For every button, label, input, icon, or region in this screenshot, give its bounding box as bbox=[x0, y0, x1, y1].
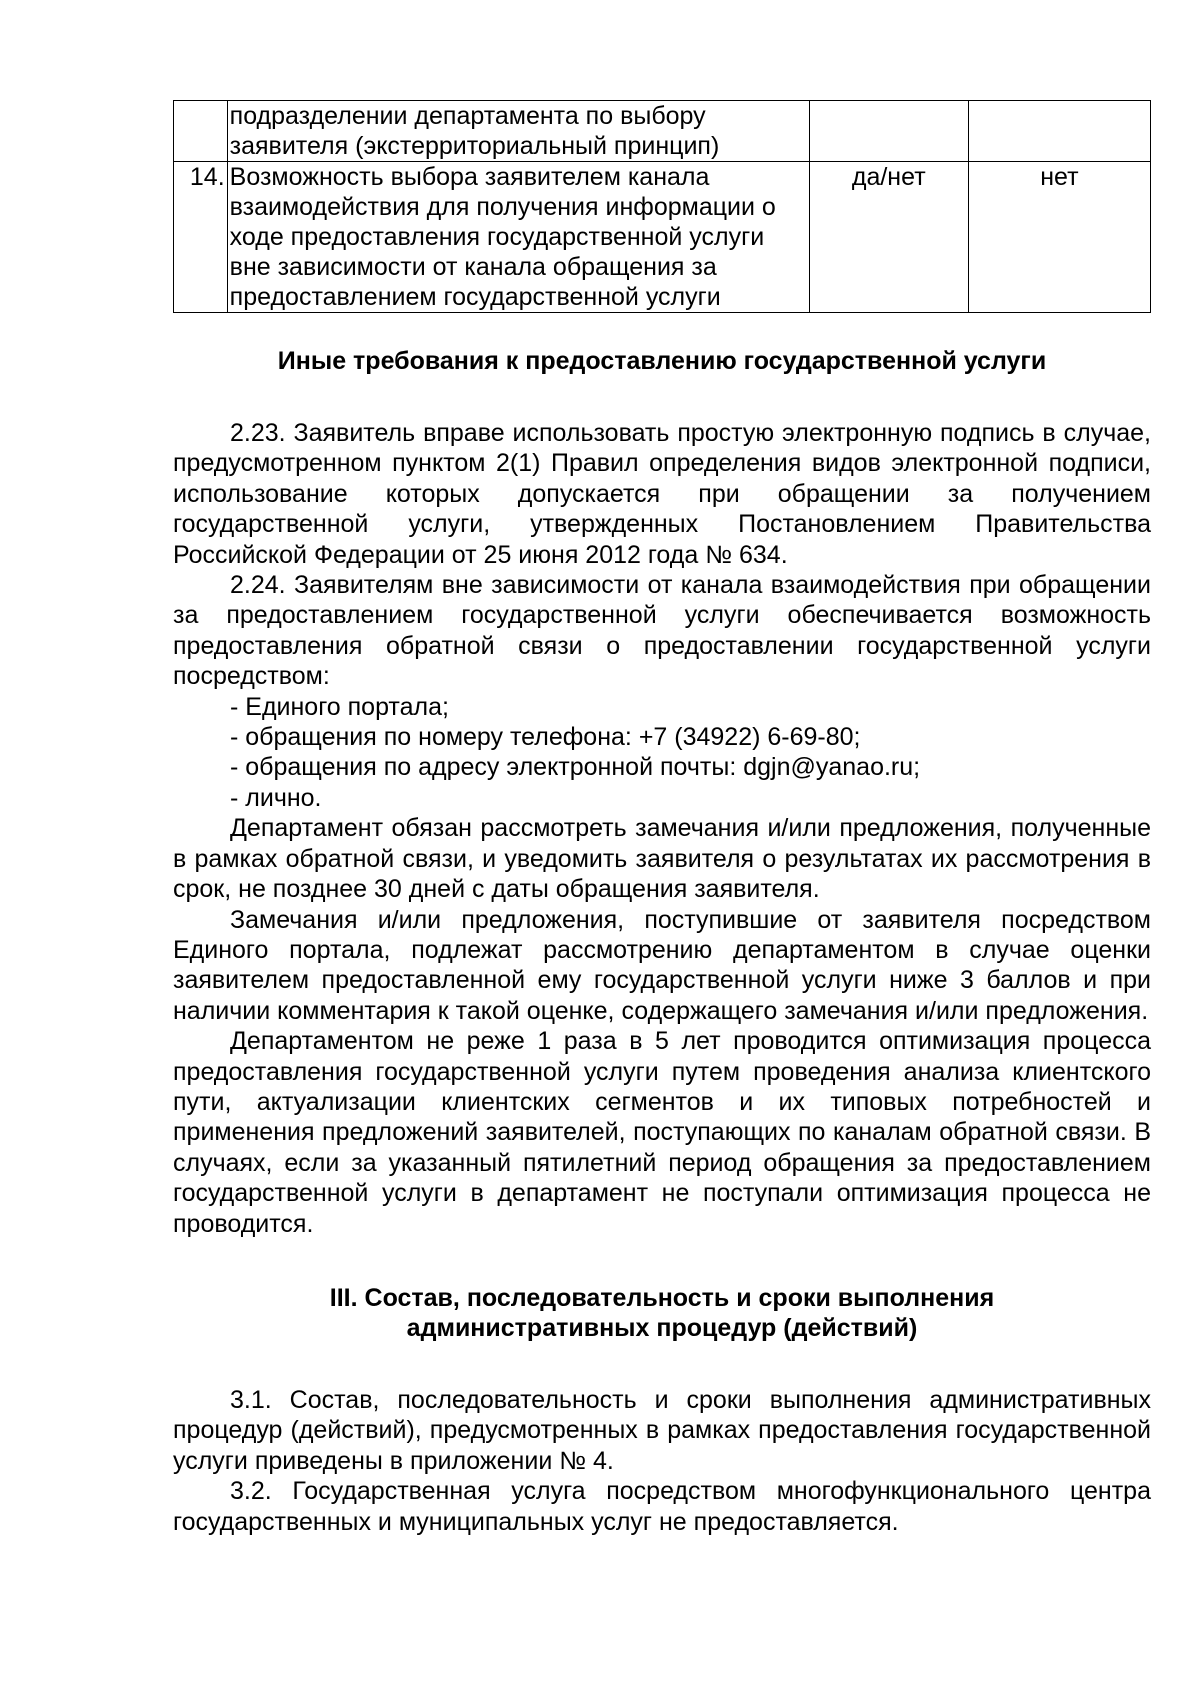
row-number bbox=[174, 101, 228, 162]
section-heading-other-requirements: Иные требования к предоставлению государственной услуги bbox=[277, 347, 1047, 375]
row-value: да/нет bbox=[809, 162, 968, 313]
paragraph-2-23: 2.23. Заявитель вправе использовать простую электронную подпись в случае, предусмотренном пунктом 2(1) Правил определения видов электронной подписи, использование которых допускается при обращении за получением государственной услуги, утвержденных Постановлением Правительства Российской Федерации от 25 июня 2012 года № 634. bbox=[173, 419, 1151, 569]
row-value-2: нет bbox=[968, 162, 1150, 313]
paragraph-remarks: Замечания и/или предложения, поступившие от заявителя посредством Единого портала, подлежат рассмотрению департаментом в случае оценки заявителем предоставленной ему государственной услуги ниже 3 баллов и при наличии комментария к такой оценке, содержащего замечания и/или предложения. bbox=[173, 905, 1151, 1025]
paragraph-optimization: Департаментом не реже 1 раза в 5 лет проводится оптимизация процесса предоставления государственной услуги путем проведения анализа клиентского пути, актуализации клиентских сегментов и их типовых потребностей и применения предложений заявителей, поступающих по каналам обратной связи. В случаях, если за указанный пятилетний период обращения за предоставлением государственной услуги в департамент не поступали оптимизация процесса не проводится. bbox=[173, 1027, 1151, 1238]
paragraph-2-24: 2.24. Заявителям вне зависимости от канала взаимодействия при обращении за предоставлением государственной услуги обеспечивается возможность предоставления обратной связи о предоставлении государственной услуги посредством: bbox=[173, 571, 1151, 691]
list-item-portal: - Единого портала; bbox=[230, 692, 449, 721]
table-row bbox=[174, 162, 1151, 313]
row-description: Возможность выбора заявителем канала взаимодействия для получения информации о ходе предоставления государственной услуги вне зависимости от канала обращения за предоставлением государственной услуги bbox=[227, 162, 809, 313]
row-value bbox=[809, 101, 968, 162]
row-value-2 bbox=[968, 101, 1150, 162]
section-heading-iii bbox=[173, 1283, 1151, 1343]
document-page bbox=[173, 100, 1151, 1537]
paragraph-department-obliged: Департамент обязан рассмотреть замечания и/или предложения, полученные в рамках обратной связи, и уведомить заявителя о результатах их рассмотрения в срок, не позднее 30 дней с даты обращения заявителя. bbox=[173, 814, 1151, 904]
list-item-email: - обращения по адресу электронной почты: dgjn@yanao.ru; bbox=[230, 753, 921, 782]
row-number: 14. bbox=[174, 162, 228, 313]
section-heading-line-2: административных процедур (действий) bbox=[406, 1313, 918, 1342]
paragraph-3-2: 3.2. Государственная услуга посредством многофункционального центра государственных и муниципальных услуг не предоставляется. bbox=[173, 1477, 1151, 1536]
list-item-phone: - обращения по номеру телефона: +7 (34922) 6-69-80; bbox=[230, 723, 861, 752]
list-item-in-person: - лично. bbox=[230, 783, 322, 812]
section-heading-line-1: III. Состав, последовательность и сроки выполнения bbox=[329, 1283, 995, 1312]
paragraph-3-1: 3.1. Состав, последовательность и сроки выполнения административных процедур (действий), предусмотренных в рамках предоставления государственной услуги приведены в приложении № 4. bbox=[173, 1385, 1151, 1475]
requirements-table bbox=[173, 100, 1151, 313]
table-row bbox=[174, 101, 1151, 162]
row-description: подразделении департамента по выбору заявителя (экстерриториальный принцип) bbox=[227, 101, 809, 162]
